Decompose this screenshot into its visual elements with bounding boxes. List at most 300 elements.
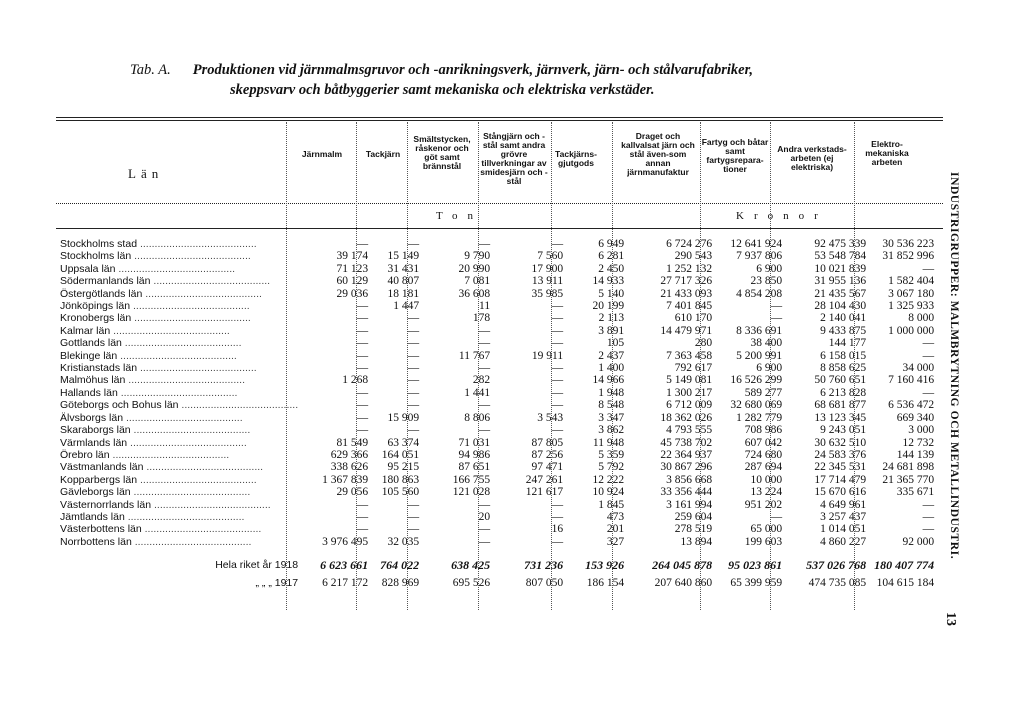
county-label: Älvsborgs län — [60, 411, 124, 424]
unit-rule — [56, 228, 943, 229]
table-row — [56, 288, 938, 300]
cell-value: 474 735 085 — [808, 577, 867, 590]
cell-value: 1 300 217 — [666, 386, 713, 399]
cell-value: 34 000 — [902, 362, 935, 375]
cell-value: 36 608 — [458, 287, 491, 300]
table-row — [56, 449, 938, 461]
cell-value: 8 000 — [908, 312, 935, 325]
cell-value: 18 362 026 — [660, 411, 713, 424]
col-header-smaltstycken: Smältstycken, råskenor och göt samt brännstål — [413, 134, 471, 171]
cell-value: 951 202 — [744, 498, 783, 511]
cell-value: 71 031 — [458, 436, 491, 449]
cell-value: 68 681 877 — [814, 399, 867, 412]
cell-value: — — [922, 498, 935, 511]
leader-dots: ........................................ — [115, 262, 236, 275]
cell-value: — — [407, 312, 420, 325]
cell-value: 33 356 444 — [660, 486, 713, 499]
cell-value: 23 850 — [750, 275, 783, 288]
page-number: 13 — [943, 612, 958, 626]
cell-value: — — [407, 324, 420, 337]
cell-value: — — [551, 374, 564, 387]
cell-value: 35 985 — [531, 287, 564, 300]
county-label: Västernorrlands län — [60, 498, 152, 511]
cell-value: 537 026 768 — [806, 558, 867, 573]
cell-value: 6 949 — [598, 238, 625, 250]
cell-value: 186 154 — [586, 577, 625, 590]
cell-value: 17 900 — [531, 262, 564, 275]
cell-value: — — [407, 523, 420, 536]
cell-value: 1 845 — [598, 498, 625, 511]
county-name — [56, 275, 302, 287]
cell-value: 32 680 069 — [730, 399, 783, 412]
cell-value: 201 — [606, 523, 625, 536]
table-row — [56, 350, 938, 362]
cell-value: 12 641 924 — [730, 238, 783, 250]
cell-value: — — [551, 324, 564, 337]
cell-value: — — [407, 399, 420, 412]
col-header-lan: Län — [128, 166, 164, 181]
cell-value: 180 863 — [381, 473, 420, 486]
cell-value: 104 615 184 — [876, 577, 935, 590]
cell-value: 21 433 093 — [660, 287, 713, 300]
county-label: Värmlands län — [60, 436, 128, 449]
cell-value: 13 894 — [680, 535, 713, 548]
leader-dots: ........................................ — [130, 424, 251, 437]
cell-value: 5 359 — [598, 448, 625, 461]
side-note: INDUSTRIGRUPPER: MALMBRYTNING OCH METALLINDUSTRI. — [948, 172, 960, 560]
cell-value: 81 549 — [336, 436, 369, 449]
cell-value: — — [356, 324, 369, 337]
cell-value: 1 400 — [598, 362, 625, 375]
county-name — [56, 499, 302, 511]
cell-value: 1 447 — [393, 300, 420, 313]
county-label: Kalmar län — [60, 324, 111, 337]
cell-value: 278 519 — [674, 523, 713, 536]
cell-value: 22 345 531 — [814, 461, 867, 474]
data-table — [56, 238, 938, 592]
cell-value: — — [922, 262, 935, 275]
cell-value: 20 990 — [458, 262, 491, 275]
cell-value: 14 933 — [592, 275, 625, 288]
cell-value: 6 900 — [756, 262, 783, 275]
cell-value: — — [407, 337, 420, 350]
cell-value: 31 431 — [387, 262, 420, 275]
cell-value: 1 441 — [464, 386, 491, 399]
cell-value: 13 911 — [531, 275, 564, 288]
county-name — [56, 362, 302, 374]
table-row — [56, 312, 938, 324]
cell-value: 24 681 898 — [882, 461, 935, 474]
cell-value: 21 435 567 — [814, 287, 867, 300]
table-row — [56, 337, 938, 349]
cell-value: 724 680 — [744, 448, 783, 461]
leader-dots: ........................................ — [137, 238, 257, 250]
cell-value: 695 526 — [452, 577, 491, 590]
cell-value: 6 281 — [598, 250, 625, 263]
cell-value: 30 536 223 — [882, 238, 935, 250]
cell-value: 708 986 — [744, 424, 783, 437]
county-label: Norrbottens län — [60, 535, 132, 548]
cell-value: 14 966 — [592, 374, 625, 387]
cell-value: — — [478, 362, 491, 375]
county-label: Malmöhus län — [60, 374, 126, 387]
cell-value: 178 — [472, 312, 491, 325]
cell-value: 92 475 339 — [814, 238, 867, 250]
cell-value: — — [356, 386, 369, 399]
table-row — [56, 387, 938, 399]
cell-value: 807 050 — [525, 577, 564, 590]
county-label: Jämtlands län — [60, 510, 125, 523]
cell-value: 16 526 299 — [730, 374, 783, 387]
cell-value: 16 — [551, 523, 564, 536]
leader-dots: ........................................ — [143, 461, 264, 474]
cell-value: 207 640 860 — [654, 577, 713, 590]
county-label: Östergötlands län — [60, 287, 143, 300]
cell-value: 8 806 — [464, 411, 491, 424]
cell-value: 3 856 668 — [666, 473, 713, 486]
county-name — [56, 250, 302, 262]
cell-value: 1 268 — [342, 374, 369, 387]
cell-value: 259 604 — [674, 510, 713, 523]
cell-value: 2 113 — [598, 312, 625, 325]
county-name — [56, 536, 302, 548]
cell-value: 589 277 — [744, 386, 783, 399]
cell-value: 97 471 — [531, 461, 564, 474]
cell-value: 290 543 — [674, 250, 713, 263]
cell-value: 8 548 — [598, 399, 625, 412]
cell-value: 6 158 015 — [820, 349, 867, 362]
cell-value: 21 365 770 — [882, 473, 935, 486]
cell-value: — — [356, 411, 369, 424]
cell-value: — — [551, 535, 564, 548]
cell-value: 105 560 — [381, 486, 420, 499]
leader-dots: ........................................ — [125, 374, 245, 387]
cell-value: 629 366 — [330, 448, 369, 461]
cell-value: — — [356, 337, 369, 350]
leader-dots: ........................................ — [137, 362, 257, 375]
col-header-verkstad: Andra verkstads-arbeten (ej elektriska) — [777, 144, 847, 172]
cell-value: 280 — [694, 337, 713, 350]
cell-value: — — [551, 399, 564, 412]
cell-value: — — [356, 498, 369, 511]
top-rule-2 — [56, 120, 943, 121]
cell-value: 8 336 691 — [736, 324, 783, 337]
cell-value: — — [922, 510, 935, 523]
table-row — [56, 362, 938, 374]
cell-value: 338 626 — [330, 461, 369, 474]
cell-value: 45 738 702 — [660, 436, 713, 449]
cell-value: — — [478, 399, 491, 412]
county-name — [56, 486, 302, 498]
cell-value: 3 862 — [598, 424, 625, 437]
cell-value: 1 252 132 — [666, 262, 713, 275]
cell-value: 19 911 — [531, 349, 564, 362]
cell-value: — — [407, 498, 420, 511]
table-row — [56, 300, 938, 312]
cell-value: 29 056 — [336, 486, 369, 499]
cell-value: 473 — [606, 510, 625, 523]
col-header-stangjarn: Stångjärn och -stål samt andra grövre tillverkningar av smidesjärn och -stål — [480, 131, 548, 186]
cell-value: — — [922, 523, 935, 536]
cell-value: 2 140 041 — [820, 312, 867, 325]
cell-value: 9 433 875 — [820, 324, 867, 337]
county-name — [56, 437, 302, 449]
cell-value: 3 891 — [598, 324, 625, 337]
table-label: Tab. A. — [130, 62, 171, 78]
header-rule — [56, 203, 943, 204]
cell-value: — — [356, 349, 369, 362]
county-name — [56, 300, 302, 312]
cell-value: — — [478, 424, 491, 437]
cell-value: 31 852 996 — [882, 250, 935, 263]
cell-value: — — [407, 349, 420, 362]
cell-value: 3 000 — [908, 424, 935, 437]
county-name — [56, 337, 302, 349]
county-label: Västerbottens län — [60, 523, 142, 536]
county-name — [56, 374, 302, 386]
county-name — [56, 312, 302, 324]
cell-value: — — [922, 349, 935, 362]
cell-value: 31 955 136 — [814, 275, 867, 288]
col-header-fartyg: Fartyg och båtar samt fartygsrepara-tioner — [701, 137, 769, 174]
table-title — [130, 60, 890, 100]
cell-value: 13 123 345 — [814, 411, 867, 424]
cell-value: 15 909 — [387, 411, 420, 424]
county-label: Skaraborgs län — [60, 424, 131, 437]
cell-value: 20 — [478, 510, 491, 523]
leader-dots: ........................................ — [117, 386, 238, 399]
cell-value: 7 937 806 — [736, 250, 783, 263]
cell-value: — — [356, 300, 369, 313]
cell-value: 11 767 — [458, 349, 491, 362]
table-row — [56, 399, 938, 411]
cell-value: 335 671 — [896, 486, 935, 499]
title-line-1: Produktionen vid järnmalmsgruvor och -anrikningsverk, järnverk, järn- och stålvarufabriker, — [192, 62, 754, 78]
cell-value: — — [770, 312, 783, 325]
cell-value: — — [478, 324, 491, 337]
cell-value: 12 732 — [902, 436, 935, 449]
cell-value: 3 161 994 — [666, 498, 713, 511]
cell-value: — — [356, 510, 369, 523]
county-name — [56, 238, 302, 250]
county-name — [56, 511, 302, 523]
county-label: Blekinge län — [60, 349, 118, 362]
cell-value: 20 199 — [592, 300, 625, 313]
cell-value: 6 217 172 — [322, 577, 369, 590]
cell-value: — — [356, 238, 369, 250]
table-row — [56, 424, 938, 436]
cell-value: — — [478, 535, 491, 548]
cell-value: 6 536 472 — [888, 399, 935, 412]
county-label: „ „ „ 1917 — [255, 577, 299, 590]
cell-value: 144 177 — [828, 337, 867, 350]
cell-value: 105 — [606, 337, 625, 350]
cell-value: 3 347 — [598, 411, 625, 424]
table-row — [56, 556, 938, 575]
cell-value: — — [770, 300, 783, 313]
cell-value: 764 022 — [380, 558, 420, 573]
leader-dots: ........................................ — [109, 448, 230, 461]
cell-value: 3 976 495 — [322, 535, 369, 548]
county-name — [56, 449, 302, 461]
unit-ton: Ton — [436, 210, 483, 222]
cell-value: 30 867 296 — [660, 461, 713, 474]
cell-value: 15 149 — [387, 250, 420, 263]
cell-value: 29 036 — [336, 287, 369, 300]
unit-kronor: Kronor — [736, 210, 828, 222]
table-row — [56, 575, 938, 592]
cell-value: 7 081 — [464, 275, 491, 288]
cell-value: 9 243 051 — [820, 424, 867, 437]
cell-value: 71 123 — [336, 262, 369, 275]
table-row — [56, 374, 938, 386]
cell-value: 327 — [606, 535, 625, 548]
county-label: Kronobergs län — [60, 312, 132, 325]
cell-value: 12 222 — [592, 473, 625, 486]
county-name — [56, 325, 302, 337]
col-header-draget: Draget och kallvalsat järn och stål även-som annan järnmanufaktur — [621, 131, 695, 177]
county-label: Stockholms stad — [60, 238, 138, 250]
cell-value: 121 028 — [452, 486, 491, 499]
cell-value: 13 224 — [750, 486, 783, 499]
county-name — [56, 474, 302, 486]
cell-value: 27 717 326 — [660, 275, 713, 288]
county-label: Gävleborgs län — [60, 486, 131, 499]
leader-dots: ........................................ — [178, 399, 299, 412]
county-label: Stockholms län — [60, 250, 132, 263]
cell-value: 2 450 — [598, 262, 625, 275]
cell-value: 65 399 959 — [730, 577, 783, 590]
cell-value: 11 — [479, 300, 491, 313]
cell-value: 87 256 — [531, 448, 564, 461]
cell-value: 4 649 961 — [820, 498, 867, 511]
cell-value: 87 805 — [531, 436, 564, 449]
cell-value: — — [551, 498, 564, 511]
leader-dots: ........................................ — [127, 436, 247, 449]
cell-value: — — [770, 510, 783, 523]
cell-value: 10 000 — [750, 473, 783, 486]
cell-value: — — [551, 362, 564, 375]
county-name — [56, 556, 302, 575]
cell-value: — — [551, 300, 564, 313]
leader-dots: ........................................ — [117, 349, 237, 362]
cell-value: 199 603 — [744, 535, 783, 548]
table-row — [56, 474, 938, 486]
table-row — [56, 412, 938, 424]
cell-value: 6 213 828 — [820, 386, 867, 399]
county-label: Göteborgs och Bohus län — [60, 399, 179, 412]
cell-value: 18 181 — [387, 287, 420, 300]
cell-value: 264 045 878 — [652, 558, 713, 573]
cell-value: 1 014 051 — [820, 523, 867, 536]
cell-value: 4 860 227 — [820, 535, 867, 548]
leader-dots: ........................................ — [130, 486, 251, 499]
spacer-row — [56, 548, 938, 556]
county-name — [56, 575, 302, 592]
leader-dots: ........................................ — [142, 287, 262, 300]
cell-value: 7 363 458 — [666, 349, 713, 362]
col-header-elektro: Elektro-mekaniska arbeten — [865, 139, 909, 167]
cell-value: 4 793 555 — [666, 424, 713, 437]
cell-value: 669 340 — [896, 411, 935, 424]
table-row — [56, 511, 938, 523]
cell-value: — — [551, 510, 564, 523]
cell-value: — — [478, 337, 491, 350]
cell-value: 164 051 — [381, 448, 420, 461]
cell-value: 95 023 861 — [728, 558, 783, 573]
cell-value: 15 670 616 — [814, 486, 867, 499]
cell-value: 828 969 — [381, 577, 420, 590]
table-row — [56, 325, 938, 337]
county-name — [56, 387, 302, 399]
cell-value: 1 000 000 — [888, 324, 935, 337]
cell-value: 607 042 — [744, 436, 783, 449]
cell-value: 65 000 — [750, 523, 783, 536]
cell-value: 24 583 376 — [814, 448, 867, 461]
cell-value: — — [478, 498, 491, 511]
cell-value: 94 986 — [458, 448, 491, 461]
cell-value: 638 425 — [451, 558, 491, 573]
cell-value: 39 174 — [336, 250, 369, 263]
cell-value: 63 374 — [387, 436, 420, 449]
county-name — [56, 523, 302, 535]
leader-dots: ........................................ — [131, 312, 251, 325]
table-row — [56, 250, 938, 262]
cell-value: — — [922, 337, 935, 350]
cell-value: 30 632 510 — [814, 436, 867, 449]
col-header-gjutgods: Tackjärns-gjutgods — [555, 149, 597, 168]
county-label: Hela riket år 1918 — [215, 559, 299, 572]
col-header-tackjarn: Tackjärn — [365, 149, 401, 159]
cell-value: — — [922, 386, 935, 399]
cell-value: 6 712 009 — [666, 399, 713, 412]
cell-value: — — [356, 399, 369, 412]
cell-value: — — [356, 362, 369, 375]
leader-dots: ........................................ — [141, 523, 262, 536]
cell-value: — — [407, 238, 420, 250]
table-row — [56, 238, 938, 250]
county-label: Västmanlands län — [60, 461, 144, 474]
leader-dots: ........................................ — [150, 275, 271, 288]
cell-value: 3 257 437 — [820, 510, 867, 523]
cell-value: — — [356, 424, 369, 437]
cell-value: — — [551, 386, 564, 399]
county-label: Gottlands län — [60, 337, 122, 350]
col-header-jarnmalm: Järnmalm — [301, 149, 343, 159]
cell-value: 3 067 180 — [888, 287, 935, 300]
cell-value: — — [478, 238, 491, 250]
leader-dots: ........................................ — [124, 510, 245, 523]
cell-value: 6 900 — [756, 362, 783, 375]
cell-value: 28 104 430 — [814, 300, 867, 313]
cell-value: 14 479 971 — [660, 324, 713, 337]
cell-value: 38 400 — [750, 337, 783, 350]
cell-value: 9 790 — [464, 250, 491, 263]
cell-value: 247 261 — [525, 473, 564, 486]
cell-value: 1 325 933 — [888, 300, 935, 313]
cell-value: — — [551, 238, 564, 250]
cell-value: 731 236 — [524, 558, 564, 573]
cell-value: 1 282 779 — [736, 411, 783, 424]
cell-value: — — [478, 523, 491, 536]
cell-value: 10 021 839 — [814, 262, 867, 275]
leader-dots: ........................................ — [131, 535, 252, 548]
cell-value: 792 617 — [674, 362, 713, 375]
county-name — [56, 424, 302, 436]
cell-value: 5 140 — [598, 287, 625, 300]
leader-dots: ........................................ — [110, 324, 230, 337]
table-row — [56, 536, 938, 548]
